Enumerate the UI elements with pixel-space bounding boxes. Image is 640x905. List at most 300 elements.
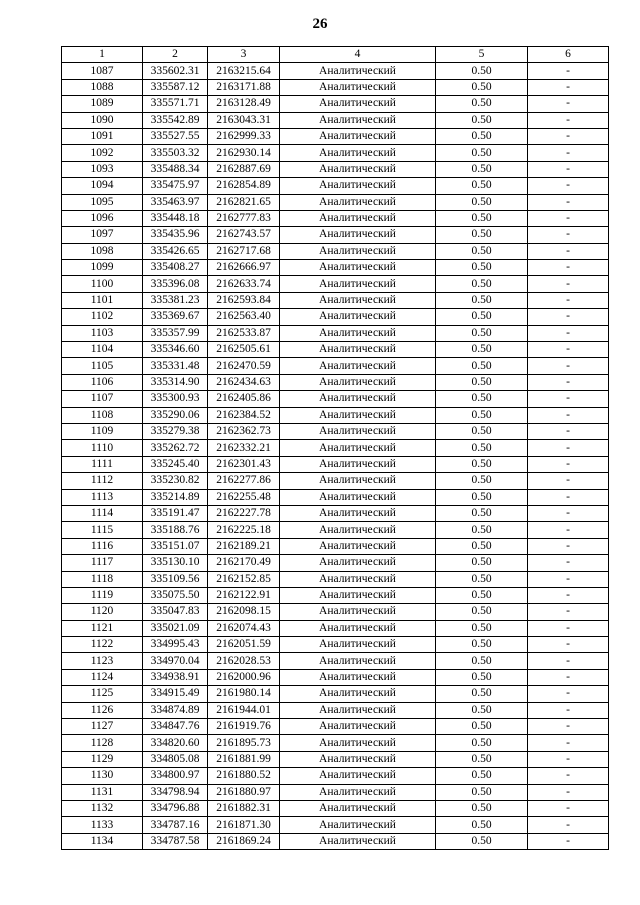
cell-x-coordinate: 334874.89: [143, 702, 208, 718]
cell-point-number: 1117: [62, 555, 143, 571]
cell-point-number: 1125: [62, 686, 143, 702]
cell-note: -: [528, 637, 609, 653]
table-row: [62, 653, 609, 669]
cell-y-coordinate: 2162434.63: [208, 374, 280, 390]
table-row: [62, 194, 609, 210]
cell-method: Аналитический: [280, 407, 436, 423]
cell-y-coordinate: 2163043.31: [208, 112, 280, 128]
cell-accuracy: 0.50: [436, 686, 528, 702]
table-row: [62, 423, 609, 439]
cell-x-coordinate: 335230.82: [143, 473, 208, 489]
cell-accuracy: 0.50: [436, 145, 528, 161]
cell-note: -: [528, 112, 609, 128]
cell-method: Аналитический: [280, 194, 436, 210]
table-row: [62, 161, 609, 177]
cell-x-coordinate: 335191.47: [143, 505, 208, 521]
cell-method: Аналитический: [280, 227, 436, 243]
cell-note: -: [528, 96, 609, 112]
table-row: [62, 571, 609, 587]
cell-method: Аналитический: [280, 145, 436, 161]
cell-method: Аналитический: [280, 784, 436, 800]
cell-y-coordinate: 2161880.52: [208, 768, 280, 784]
cell-method: Аналитический: [280, 456, 436, 472]
cell-method: Аналитический: [280, 653, 436, 669]
cell-note: -: [528, 210, 609, 226]
table-row: [62, 260, 609, 276]
table-row: [62, 637, 609, 653]
cell-x-coordinate: 335381.23: [143, 292, 208, 308]
cell-x-coordinate: 335602.31: [143, 63, 208, 79]
cell-note: -: [528, 702, 609, 718]
cell-method: Аналитический: [280, 309, 436, 325]
cell-accuracy: 0.50: [436, 292, 528, 308]
cell-accuracy: 0.50: [436, 505, 528, 521]
cell-y-coordinate: 2162777.83: [208, 210, 280, 226]
cell-note: -: [528, 768, 609, 784]
cell-y-coordinate: 2162189.21: [208, 538, 280, 554]
cell-accuracy: 0.50: [436, 702, 528, 718]
cell-x-coordinate: 334787.16: [143, 817, 208, 833]
cell-point-number: 1104: [62, 342, 143, 358]
cell-accuracy: 0.50: [436, 227, 528, 243]
cell-accuracy: 0.50: [436, 817, 528, 833]
cell-accuracy: 0.50: [436, 243, 528, 259]
cell-point-number: 1090: [62, 112, 143, 128]
cell-note: -: [528, 817, 609, 833]
table-row: [62, 145, 609, 161]
cell-point-number: 1133: [62, 817, 143, 833]
table-row: [62, 96, 609, 112]
cell-note: -: [528, 833, 609, 849]
column-header-4: 4: [280, 47, 436, 63]
cell-x-coordinate: 335075.50: [143, 587, 208, 603]
table-row: [62, 243, 609, 259]
cell-method: Аналитический: [280, 620, 436, 636]
cell-x-coordinate: 335357.99: [143, 325, 208, 341]
cell-accuracy: 0.50: [436, 96, 528, 112]
cell-point-number: 1115: [62, 522, 143, 538]
table-row: [62, 735, 609, 751]
cell-accuracy: 0.50: [436, 309, 528, 325]
cell-x-coordinate: 335047.83: [143, 604, 208, 620]
cell-y-coordinate: 2162301.43: [208, 456, 280, 472]
cell-method: Аналитический: [280, 292, 436, 308]
cell-method: Аналитический: [280, 63, 436, 79]
cell-accuracy: 0.50: [436, 63, 528, 79]
cell-accuracy: 0.50: [436, 555, 528, 571]
cell-x-coordinate: 334938.91: [143, 669, 208, 685]
cell-accuracy: 0.50: [436, 128, 528, 144]
cell-y-coordinate: 2162470.59: [208, 358, 280, 374]
table-row: [62, 522, 609, 538]
table-row: [62, 112, 609, 128]
cell-y-coordinate: 2162999.33: [208, 128, 280, 144]
cell-method: Аналитический: [280, 79, 436, 95]
cell-y-coordinate: 2162505.61: [208, 342, 280, 358]
cell-method: Аналитический: [280, 768, 436, 784]
cell-x-coordinate: 334805.08: [143, 751, 208, 767]
page-number: 26: [312, 16, 328, 32]
table-row: [62, 489, 609, 505]
cell-method: Аналитический: [280, 604, 436, 620]
cell-method: Аналитический: [280, 473, 436, 489]
cell-x-coordinate: 335109.56: [143, 571, 208, 587]
cell-x-coordinate: 335448.18: [143, 210, 208, 226]
cell-method: Аналитический: [280, 440, 436, 456]
cell-accuracy: 0.50: [436, 210, 528, 226]
cell-x-coordinate: 335331.48: [143, 358, 208, 374]
table-row: [62, 358, 609, 374]
cell-x-coordinate: 335488.34: [143, 161, 208, 177]
cell-y-coordinate: 2162362.73: [208, 423, 280, 439]
cell-method: Аналитический: [280, 587, 436, 603]
cell-x-coordinate: 334800.97: [143, 768, 208, 784]
cell-point-number: 1118: [62, 571, 143, 587]
cell-accuracy: 0.50: [436, 587, 528, 603]
cell-y-coordinate: 2162533.87: [208, 325, 280, 341]
cell-x-coordinate: 335346.60: [143, 342, 208, 358]
cell-x-coordinate: 334995.43: [143, 637, 208, 653]
cell-x-coordinate: 335571.71: [143, 96, 208, 112]
cell-y-coordinate: 2162930.14: [208, 145, 280, 161]
cell-x-coordinate: 335527.55: [143, 128, 208, 144]
cell-note: -: [528, 407, 609, 423]
table-row: [62, 587, 609, 603]
cell-accuracy: 0.50: [436, 79, 528, 95]
cell-accuracy: 0.50: [436, 456, 528, 472]
cell-note: -: [528, 178, 609, 194]
cell-note: -: [528, 489, 609, 505]
cell-accuracy: 0.50: [436, 735, 528, 751]
table-row: [62, 276, 609, 292]
column-header-3: 3: [208, 47, 280, 63]
cell-point-number: 1129: [62, 751, 143, 767]
cell-note: -: [528, 505, 609, 521]
cell-note: -: [528, 79, 609, 95]
cell-x-coordinate: 334798.94: [143, 784, 208, 800]
cell-method: Аналитический: [280, 833, 436, 849]
cell-note: -: [528, 194, 609, 210]
cell-y-coordinate: 2161980.14: [208, 686, 280, 702]
cell-y-coordinate: 2162593.84: [208, 292, 280, 308]
table-row: [62, 473, 609, 489]
table-row: [62, 505, 609, 521]
table-row: [62, 719, 609, 735]
cell-point-number: 1121: [62, 620, 143, 636]
cell-note: -: [528, 128, 609, 144]
cell-note: -: [528, 735, 609, 751]
cell-point-number: 1134: [62, 833, 143, 849]
cell-x-coordinate: 335463.97: [143, 194, 208, 210]
cell-point-number: 1100: [62, 276, 143, 292]
cell-accuracy: 0.50: [436, 112, 528, 128]
column-header-1: 1: [62, 47, 143, 63]
cell-x-coordinate: 335396.08: [143, 276, 208, 292]
table-row: [62, 768, 609, 784]
cell-point-number: 1109: [62, 423, 143, 439]
cell-point-number: 1119: [62, 587, 143, 603]
cell-method: Аналитический: [280, 210, 436, 226]
table-row: [62, 63, 609, 79]
cell-accuracy: 0.50: [436, 325, 528, 341]
cell-accuracy: 0.50: [436, 276, 528, 292]
table-header-row: [62, 47, 609, 63]
column-header-5: 5: [436, 47, 528, 63]
cell-point-number: 1099: [62, 260, 143, 276]
cell-y-coordinate: 2162743.57: [208, 227, 280, 243]
cell-method: Аналитический: [280, 178, 436, 194]
table-row: [62, 440, 609, 456]
cell-note: -: [528, 309, 609, 325]
cell-point-number: 1122: [62, 637, 143, 653]
cell-note: -: [528, 342, 609, 358]
cell-x-coordinate: 335475.97: [143, 178, 208, 194]
cell-note: -: [528, 686, 609, 702]
cell-y-coordinate: 2162384.52: [208, 407, 280, 423]
cell-point-number: 1096: [62, 210, 143, 226]
cell-note: -: [528, 751, 609, 767]
cell-method: Аналитический: [280, 702, 436, 718]
cell-accuracy: 0.50: [436, 833, 528, 849]
cell-y-coordinate: 2162051.59: [208, 637, 280, 653]
cell-method: Аналитический: [280, 112, 436, 128]
cell-point-number: 1120: [62, 604, 143, 620]
cell-method: Аналитический: [280, 161, 436, 177]
table-row: [62, 342, 609, 358]
cell-note: -: [528, 276, 609, 292]
cell-note: -: [528, 440, 609, 456]
cell-point-number: 1131: [62, 784, 143, 800]
cell-point-number: 1113: [62, 489, 143, 505]
table-row: [62, 604, 609, 620]
cell-accuracy: 0.50: [436, 653, 528, 669]
cell-note: -: [528, 161, 609, 177]
cell-note: -: [528, 63, 609, 79]
cell-point-number: 1130: [62, 768, 143, 784]
cell-accuracy: 0.50: [436, 637, 528, 653]
cell-note: -: [528, 358, 609, 374]
cell-x-coordinate: 335408.27: [143, 260, 208, 276]
cell-y-coordinate: 2162255.48: [208, 489, 280, 505]
cell-y-coordinate: 2162152.85: [208, 571, 280, 587]
cell-x-coordinate: 335435.96: [143, 227, 208, 243]
cell-point-number: 1126: [62, 702, 143, 718]
cell-accuracy: 0.50: [436, 260, 528, 276]
table-row: [62, 538, 609, 554]
cell-note: -: [528, 260, 609, 276]
cell-y-coordinate: 2162563.40: [208, 309, 280, 325]
cell-method: Аналитический: [280, 686, 436, 702]
table-row: [62, 309, 609, 325]
cell-accuracy: 0.50: [436, 751, 528, 767]
cell-x-coordinate: 334820.60: [143, 735, 208, 751]
cell-point-number: 1110: [62, 440, 143, 456]
cell-accuracy: 0.50: [436, 374, 528, 390]
cell-accuracy: 0.50: [436, 489, 528, 505]
cell-method: Аналитический: [280, 555, 436, 571]
cell-point-number: 1103: [62, 325, 143, 341]
cell-method: Аналитический: [280, 423, 436, 439]
cell-point-number: 1089: [62, 96, 143, 112]
table-row: [62, 833, 609, 849]
cell-note: -: [528, 604, 609, 620]
cell-note: -: [528, 669, 609, 685]
cell-accuracy: 0.50: [436, 342, 528, 358]
cell-y-coordinate: 2162028.53: [208, 653, 280, 669]
cell-y-coordinate: 2162666.97: [208, 260, 280, 276]
table-row: [62, 800, 609, 816]
cell-accuracy: 0.50: [436, 571, 528, 587]
cell-method: Аналитический: [280, 522, 436, 538]
table-row: [62, 391, 609, 407]
cell-x-coordinate: 335300.93: [143, 391, 208, 407]
cell-accuracy: 0.50: [436, 423, 528, 439]
cell-x-coordinate: 335188.76: [143, 522, 208, 538]
cell-note: -: [528, 587, 609, 603]
cell-accuracy: 0.50: [436, 604, 528, 620]
cell-x-coordinate: 335369.67: [143, 309, 208, 325]
cell-x-coordinate: 335426.65: [143, 243, 208, 259]
cell-method: Аналитический: [280, 719, 436, 735]
cell-method: Аналитический: [280, 505, 436, 521]
cell-point-number: 1098: [62, 243, 143, 259]
cell-y-coordinate: 2162170.49: [208, 555, 280, 571]
cell-y-coordinate: 2162405.86: [208, 391, 280, 407]
table-row: [62, 210, 609, 226]
table-row: [62, 407, 609, 423]
cell-y-coordinate: 2162225.18: [208, 522, 280, 538]
cell-note: -: [528, 227, 609, 243]
cell-x-coordinate: 335130.10: [143, 555, 208, 571]
table-row: [62, 620, 609, 636]
table-row: [62, 817, 609, 833]
cell-x-coordinate: 334970.04: [143, 653, 208, 669]
table-row: [62, 702, 609, 718]
cell-point-number: 1105: [62, 358, 143, 374]
table-row: [62, 784, 609, 800]
cell-accuracy: 0.50: [436, 194, 528, 210]
table-row: [62, 555, 609, 571]
table-row: [62, 325, 609, 341]
cell-y-coordinate: 2161882.31: [208, 800, 280, 816]
cell-point-number: 1095: [62, 194, 143, 210]
cell-method: Аналитический: [280, 571, 436, 587]
table-row: [62, 751, 609, 767]
cell-point-number: 1097: [62, 227, 143, 243]
cell-note: -: [528, 473, 609, 489]
cell-method: Аналитический: [280, 817, 436, 833]
cell-point-number: 1093: [62, 161, 143, 177]
cell-accuracy: 0.50: [436, 768, 528, 784]
cell-note: -: [528, 243, 609, 259]
cell-method: Аналитический: [280, 800, 436, 816]
cell-y-coordinate: 2161871.30: [208, 817, 280, 833]
cell-x-coordinate: 335503.32: [143, 145, 208, 161]
cell-accuracy: 0.50: [436, 440, 528, 456]
cell-method: Аналитический: [280, 243, 436, 259]
table-row: [62, 456, 609, 472]
cell-point-number: 1107: [62, 391, 143, 407]
table-row: [62, 669, 609, 685]
cell-note: -: [528, 374, 609, 390]
cell-method: Аналитический: [280, 669, 436, 685]
cell-y-coordinate: 2162000.96: [208, 669, 280, 685]
cell-y-coordinate: 2162074.43: [208, 620, 280, 636]
cell-note: -: [528, 555, 609, 571]
cell-accuracy: 0.50: [436, 800, 528, 816]
cell-point-number: 1108: [62, 407, 143, 423]
cell-point-number: 1091: [62, 128, 143, 144]
cell-note: -: [528, 456, 609, 472]
table-row: [62, 227, 609, 243]
column-header-2: 2: [143, 47, 208, 63]
table-body: [62, 63, 609, 850]
cell-note: -: [528, 391, 609, 407]
cell-point-number: 1111: [62, 456, 143, 472]
cell-accuracy: 0.50: [436, 719, 528, 735]
cell-point-number: 1132: [62, 800, 143, 816]
cell-x-coordinate: 335262.72: [143, 440, 208, 456]
cell-y-coordinate: 2161919.76: [208, 719, 280, 735]
cell-accuracy: 0.50: [436, 358, 528, 374]
cell-y-coordinate: 2162122.91: [208, 587, 280, 603]
cell-accuracy: 0.50: [436, 391, 528, 407]
cell-note: -: [528, 571, 609, 587]
cell-x-coordinate: 335279.38: [143, 423, 208, 439]
cell-point-number: 1123: [62, 653, 143, 669]
cell-method: Аналитический: [280, 538, 436, 554]
cell-y-coordinate: 2162854.89: [208, 178, 280, 194]
cell-y-coordinate: 2163171.88: [208, 79, 280, 95]
cell-point-number: 1114: [62, 505, 143, 521]
table-row: [62, 128, 609, 144]
cell-x-coordinate: 334796.88: [143, 800, 208, 816]
column-header-6: 6: [528, 47, 609, 63]
cell-accuracy: 0.50: [436, 178, 528, 194]
cell-y-coordinate: 2161869.24: [208, 833, 280, 849]
table-row: [62, 178, 609, 194]
cell-point-number: 1092: [62, 145, 143, 161]
cell-method: Аналитический: [280, 128, 436, 144]
cell-x-coordinate: 334787.58: [143, 833, 208, 849]
cell-y-coordinate: 2161944.01: [208, 702, 280, 718]
cell-x-coordinate: 335314.90: [143, 374, 208, 390]
cell-method: Аналитический: [280, 637, 436, 653]
table-row: [62, 79, 609, 95]
cell-accuracy: 0.50: [436, 784, 528, 800]
cell-note: -: [528, 653, 609, 669]
cell-note: -: [528, 145, 609, 161]
cell-point-number: 1112: [62, 473, 143, 489]
cell-method: Аналитический: [280, 751, 436, 767]
coordinates-table: [61, 46, 609, 850]
cell-y-coordinate: 2162717.68: [208, 243, 280, 259]
cell-y-coordinate: 2163128.49: [208, 96, 280, 112]
cell-accuracy: 0.50: [436, 407, 528, 423]
cell-point-number: 1102: [62, 309, 143, 325]
cell-note: -: [528, 538, 609, 554]
cell-accuracy: 0.50: [436, 161, 528, 177]
cell-note: -: [528, 423, 609, 439]
cell-note: -: [528, 292, 609, 308]
cell-x-coordinate: 335021.09: [143, 620, 208, 636]
cell-point-number: 1087: [62, 63, 143, 79]
cell-accuracy: 0.50: [436, 522, 528, 538]
cell-method: Аналитический: [280, 325, 436, 341]
cell-point-number: 1128: [62, 735, 143, 751]
cell-x-coordinate: 335214.89: [143, 489, 208, 505]
cell-y-coordinate: 2161881.99: [208, 751, 280, 767]
